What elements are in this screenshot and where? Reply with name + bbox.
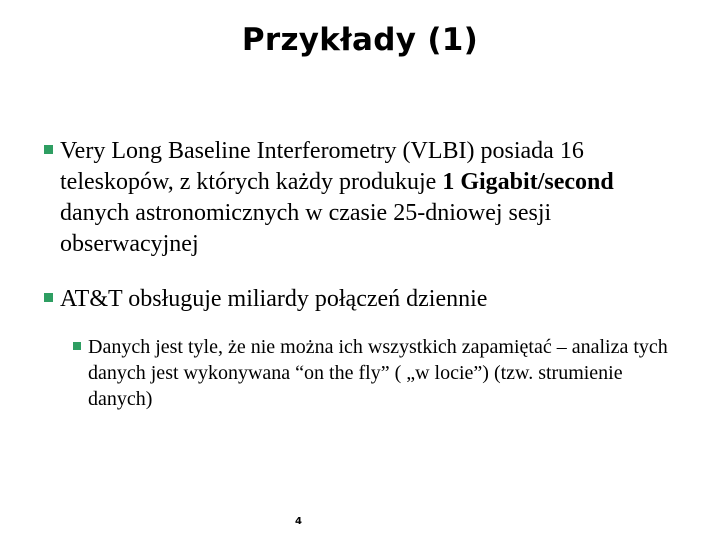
- square-bullet-icon: [73, 342, 81, 350]
- bullet-att-text: AT&T obsługuje miliardy połączeń dziennie: [60, 286, 488, 312]
- bullet-vlbi: [44, 136, 684, 260]
- bullet-att: [44, 284, 684, 315]
- sub-bullet-data-streams: [72, 334, 684, 412]
- bullet-vlbi-text-before: Very Long Baseline Interferometry (VLBI) posiada 16 teleskopów, z których każdy produkuje: [60, 138, 584, 195]
- sub-bullet-text: Danych jest tyle, że nie można ich wszystkich zapamiętać – analiza tych danych jest wykonywana “on the fly” ( „w locie”) (tzw. strumienie danych): [88, 336, 668, 410]
- square-bullet-icon: [44, 293, 53, 302]
- bullet-vlbi-text-after: danych astronomicznych w czasie 25-dniowej sesji obserwacyjnej: [60, 200, 552, 257]
- bullet-list-1: [44, 136, 684, 260]
- slide-title: Przykłady (1): [241, 22, 479, 58]
- bullet-list-2: [44, 284, 684, 315]
- square-bullet-icon: [44, 145, 53, 154]
- sub-bullet-list: [72, 334, 684, 412]
- bullet-vlbi-bold-text: 1 Gigabit/second: [442, 169, 614, 195]
- page-number: 4: [295, 516, 302, 527]
